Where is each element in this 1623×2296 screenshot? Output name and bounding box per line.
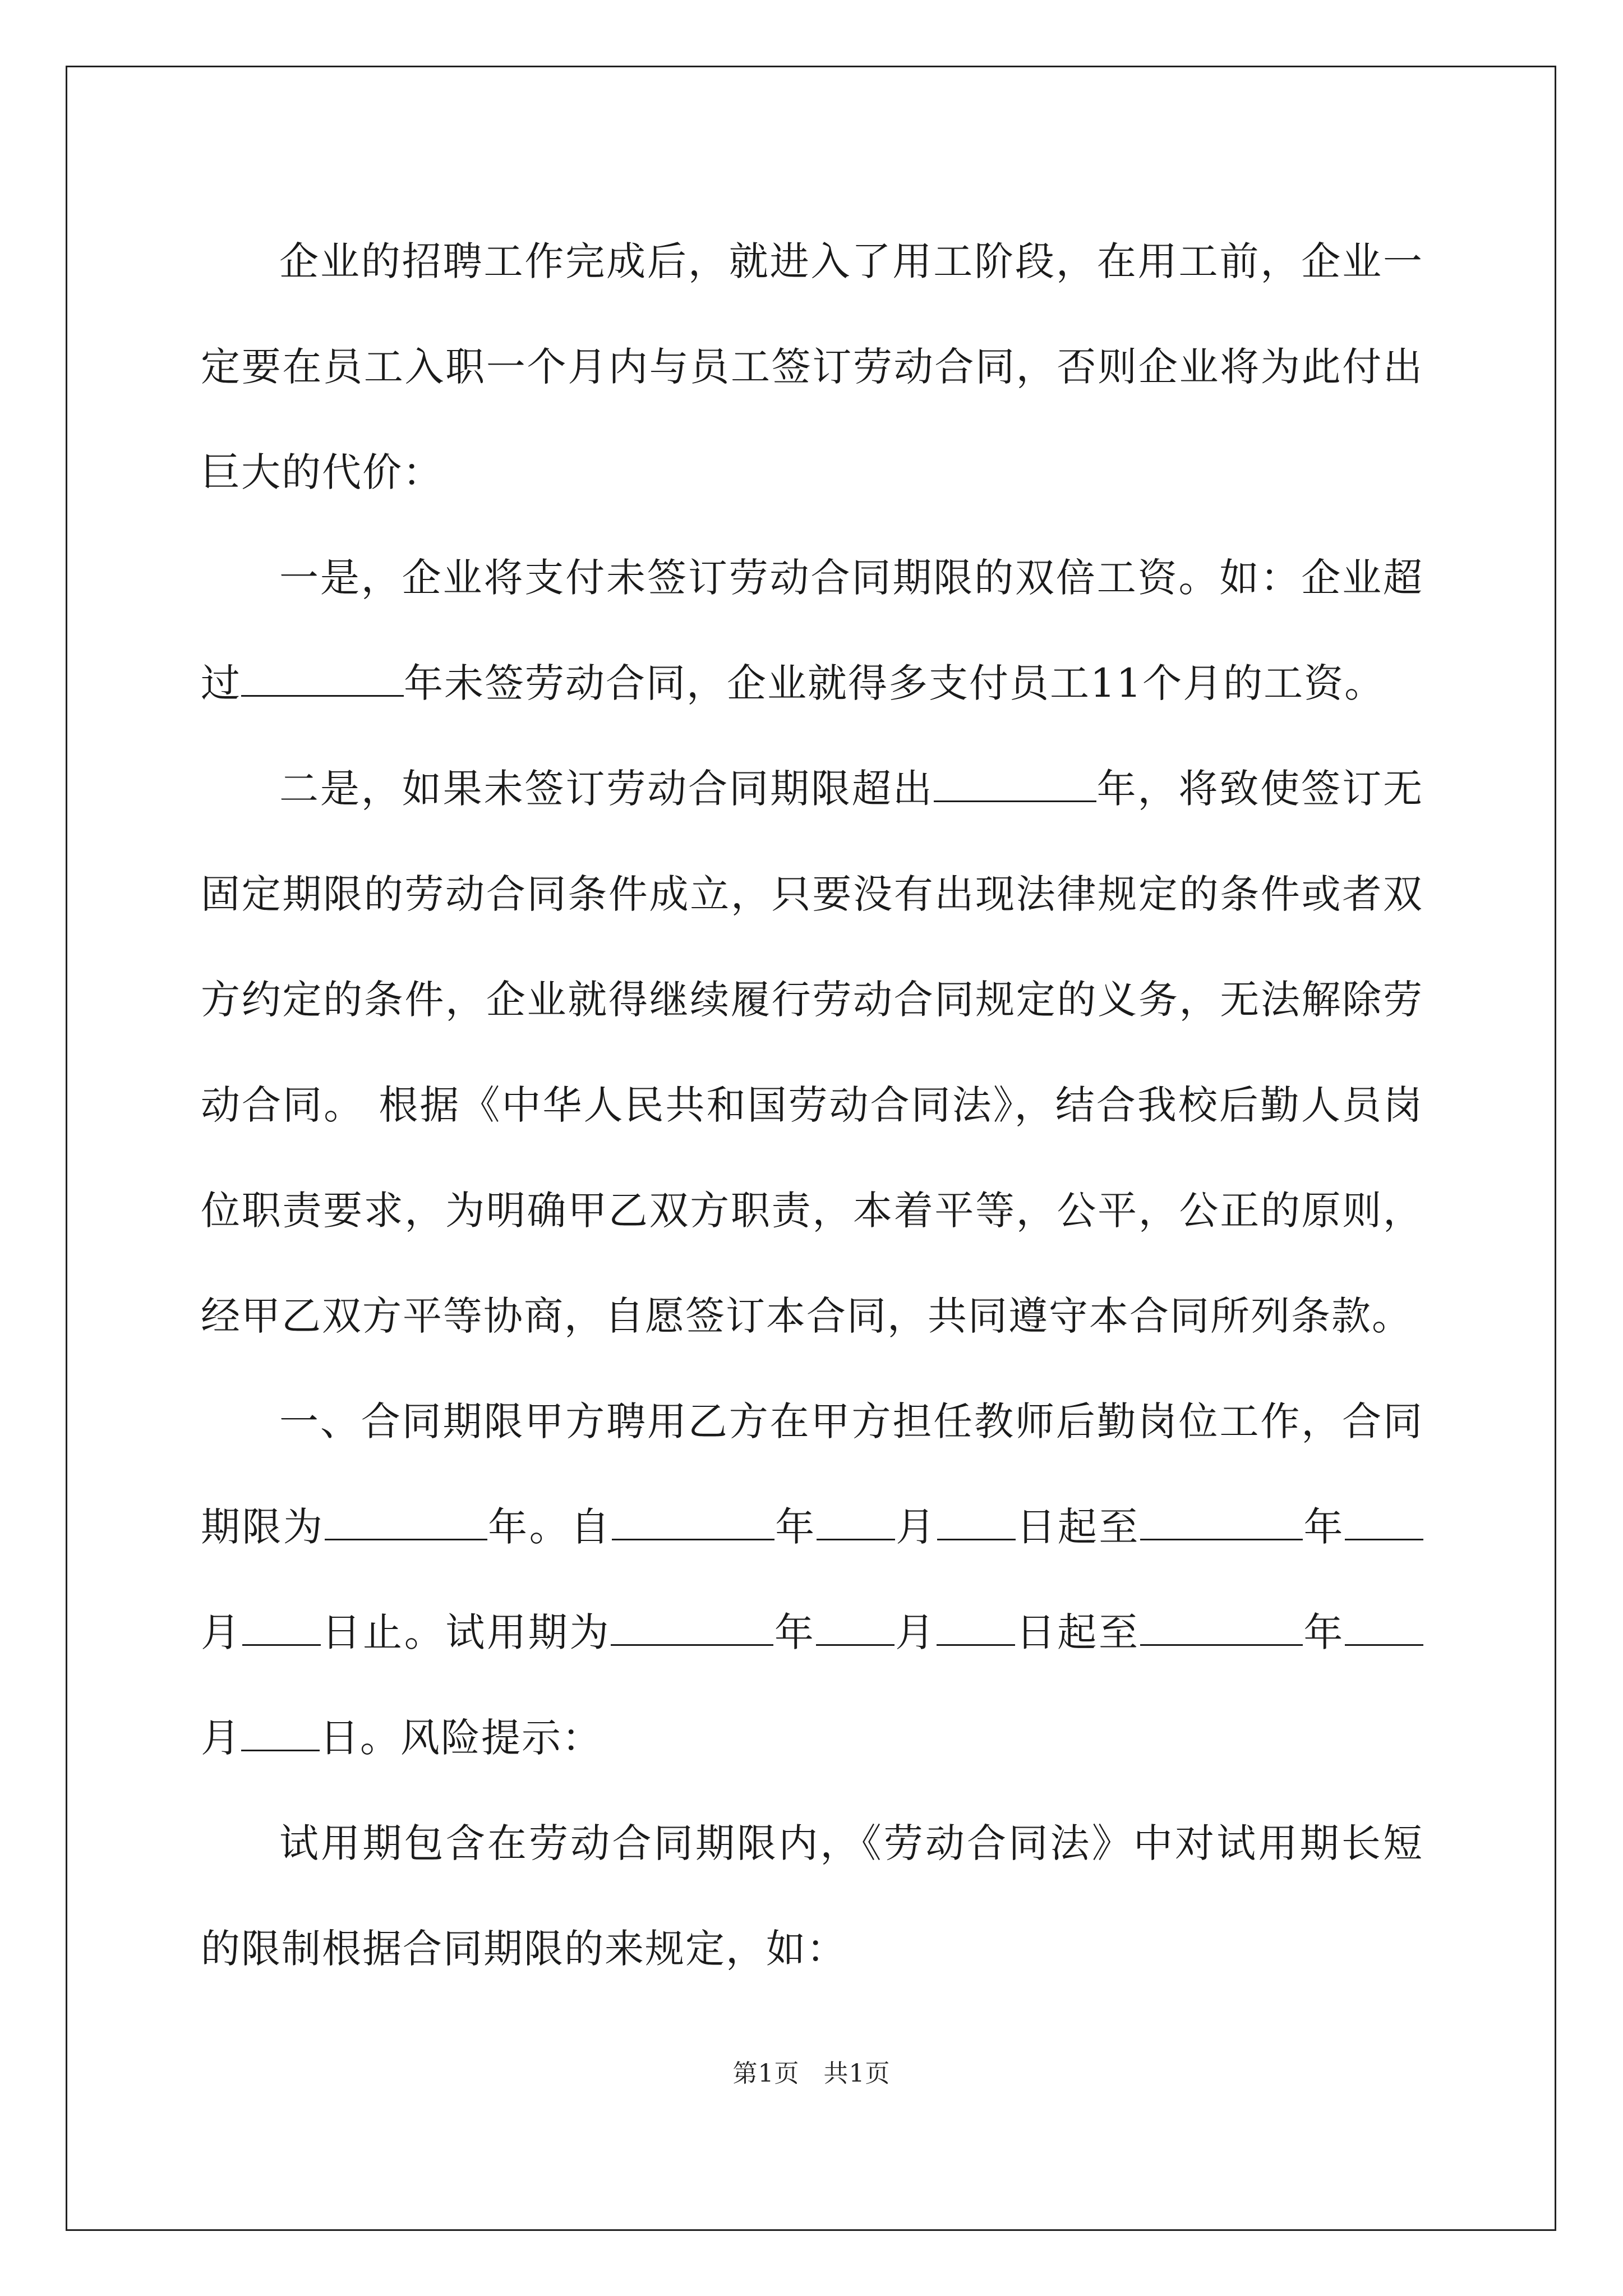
fill-blank [817, 1506, 895, 1540]
page-footer [0, 2053, 1623, 2089]
paragraph-5: 试用期包含在劳动合同期限内，《劳动合同法》中对试用期长短的限制根据合同期限的来规定，如： [201, 1820, 1423, 1972]
paragraph-3 [201, 736, 1423, 1369]
paragraph-3-text-b: 年，将致使签订无固定期限的劳动合同条件成立，只要没有出现法律规定的条件或者双方约定的条件，企业就得继续履行劳动合同规定的义务，无法解除劳动合同。 根据《中华人民共和国劳动合同法》，结合我校后勤人员岗位职责要求，为明确甲乙双方职责，本着平等，公平，公正的原则，经甲乙双方平等协商，自愿签订本合同，共同遵守本合同所列条款。 [201, 766, 1424, 1339]
year-label: 年 [774, 1504, 817, 1550]
month-label: 月 [895, 1504, 937, 1550]
paragraph-4-text-a: 一、合同期限甲方聘用乙方在甲方担任教师后勤岗位工作，合同期限为 [201, 1398, 1423, 1550]
year-label: 年 [1302, 1609, 1345, 1655]
probation-label: 日止。试用期为 [320, 1609, 611, 1655]
fill-blank [612, 1506, 774, 1540]
fill-blank [242, 1612, 321, 1646]
month-label: 月 [201, 1609, 242, 1655]
paragraph-2-text-a: 一是，企业将支付未签订劳动合同期限的双倍工资。如：企业超过 [201, 555, 1423, 706]
fill-blank [241, 662, 404, 697]
fill-blank [816, 1612, 895, 1646]
fill-blank [937, 1612, 1015, 1646]
day-from-label: 日起至 [1015, 1609, 1140, 1655]
fill-blank [1140, 1506, 1303, 1540]
risk-tip-label: 日。风险提示： [320, 1715, 602, 1761]
fill-blank [937, 1506, 1016, 1540]
page-total: 共1页 [823, 2059, 891, 2088]
fill-blank [934, 768, 1096, 802]
contract-term-year-from: 年。自 [487, 1504, 612, 1550]
paragraph-1: 企业的招聘工作完成后，就进入了用工阶段，在用工前，企业一定要在员工入职一个月内与员工签订劳动合同，否则企业将为此付出巨大的代价： [201, 238, 1423, 495]
fill-blank [1140, 1612, 1303, 1646]
paragraph-4 [201, 1369, 1423, 1791]
fill-blank [1345, 1612, 1423, 1646]
month-label: 月 [201, 1715, 241, 1761]
document-body [201, 209, 1423, 2001]
fill-blank [325, 1506, 487, 1540]
fill-blank [241, 1717, 320, 1751]
year-label: 年 [1302, 1504, 1345, 1550]
fill-blank [1345, 1506, 1423, 1540]
page-number: 第1页 [732, 2059, 800, 2088]
month-label: 月 [894, 1609, 937, 1655]
year-label: 年 [773, 1609, 816, 1655]
fill-blank [611, 1612, 773, 1646]
paragraph-2-text-b: 年未签劳动合同，企业就得多支付员工11个月的工资。 [404, 660, 1385, 706]
day-from-label: 日起至 [1015, 1504, 1140, 1550]
paragraph-3-text-a: 二是，如果未签订劳动合同期限超出 [279, 766, 934, 812]
paragraph-2 [201, 525, 1423, 736]
